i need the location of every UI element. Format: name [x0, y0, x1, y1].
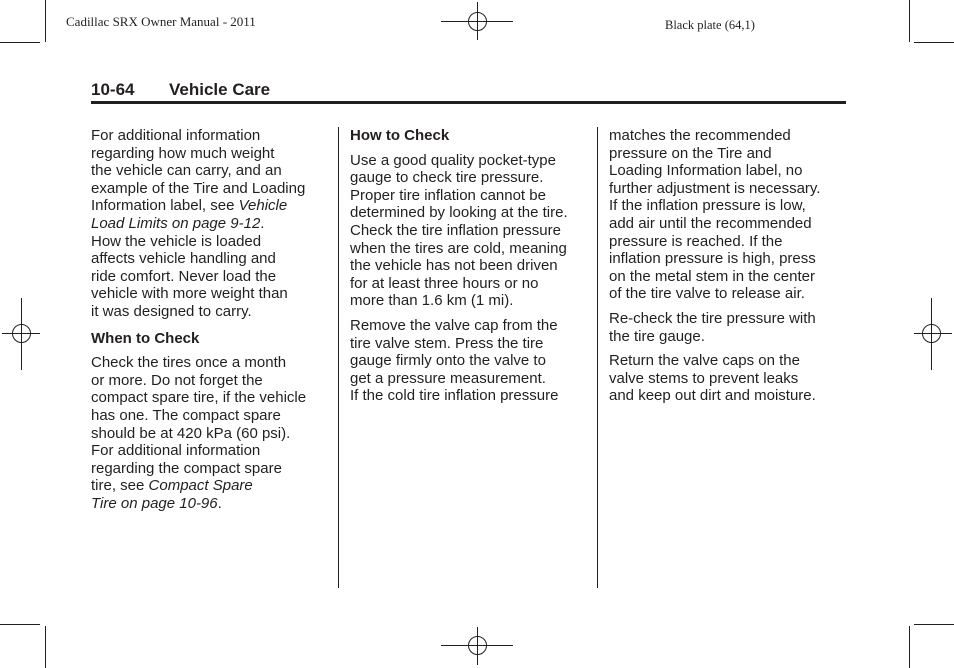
registration-mark-right [914, 298, 952, 370]
text-line: Check the tires once a month [91, 354, 287, 372]
plate-label: Black plate (64,1) [665, 18, 755, 32]
text-fragment: tire, see [91, 477, 149, 495]
text-line: For additional information [91, 127, 261, 144]
text-line: of the tire valve to release air. [609, 285, 805, 303]
text-line: Check the tire inflation pressure [350, 221, 561, 239]
text-line: more than 1.6 km (1 mi). [350, 292, 514, 310]
column-2 [350, 127, 590, 412]
text-fragment: Information label, see [91, 197, 239, 215]
text-line: add air until the recommended [609, 214, 812, 232]
cross-reference-link[interactable]: Tire on page 10-96 [91, 494, 218, 512]
column-3 [609, 127, 849, 412]
manual-title: Cadillac SRX Owner Manual - 2011 [66, 14, 256, 29]
text-line: and keep out dirt and moisture. [609, 387, 816, 405]
text-line: matches the recommended [609, 127, 791, 144]
text-line: further adjustment is necessary. [609, 179, 821, 197]
text-line: If the inflation pressure is low, [609, 197, 806, 215]
text-fragment: . [260, 214, 265, 232]
text-fragment: . [217, 494, 222, 512]
page-number: 10-64 [91, 80, 135, 99]
text-line: pressure is reached. If the [609, 232, 783, 250]
subheading-when-to-check: When to Check [91, 329, 200, 347]
paragraph-check-frequency [91, 354, 331, 512]
text-line: Remove the valve cap from the [350, 316, 558, 334]
column-divider-1 [338, 127, 339, 588]
text-line: or more. Do not forget the [91, 371, 263, 389]
text-line: compact spare tire, if the vehicle [91, 389, 307, 407]
text-line: How the vehicle is loaded [91, 232, 262, 250]
paragraph-adjust-pressure [609, 127, 849, 303]
paragraph-gauge-usage [350, 152, 590, 310]
text-line: valve stems to prevent leaks [609, 369, 799, 387]
text-line: has one. The compact spare [91, 406, 281, 424]
text-line: should be at 420 kPa (60 psi). [91, 424, 291, 442]
section-title: Vehicle Care [169, 80, 271, 99]
text-line: example of the Tire and Loading [91, 179, 306, 197]
paragraph-carry-capacity [91, 127, 331, 321]
text-line [91, 495, 331, 513]
text-line: Loading Information label, no [609, 162, 803, 180]
text-line [91, 215, 331, 233]
registration-mark-top [441, 2, 513, 40]
text-line: for at least three hours or no [350, 274, 539, 292]
text-line: the vehicle can carry, and an [91, 162, 282, 180]
text-line: it was designed to carry. [91, 302, 252, 320]
section-heading [91, 80, 270, 100]
cross-reference-link[interactable]: Compact Spare [148, 477, 253, 495]
text-line [91, 477, 331, 495]
text-line: vehicle with more weight than [91, 285, 288, 303]
heading-rule [91, 101, 846, 104]
text-line: gauge firmly onto the valve to [350, 352, 546, 370]
text-line: regarding how much weight [91, 144, 275, 162]
text-line: pressure on the Tire and [609, 144, 772, 162]
subheading-how-to-check: How to Check [350, 127, 450, 144]
cross-reference-link[interactable]: Load Limits on page 9-12 [91, 214, 261, 232]
text-line: inflation pressure is high, press [609, 250, 816, 268]
paragraph-valve-cap [350, 317, 590, 405]
text-line: affects vehicle handling and [91, 250, 276, 268]
text-line: the tire gauge. [609, 327, 705, 345]
text-line: Re-check the tire pressure with [609, 309, 816, 327]
text-line: ride comfort. Never load the [91, 267, 277, 285]
text-line: gauge to check tire pressure. [350, 169, 544, 187]
text-line: get a pressure measurement. [350, 369, 546, 387]
column-1 [91, 127, 331, 519]
text-line: If the cold tire inflation pressure [350, 387, 559, 405]
text-line [91, 197, 331, 215]
text-line: the vehicle has not been driven [350, 257, 558, 275]
text-line: Use a good quality pocket-type [350, 151, 556, 169]
text-line: on the metal stem in the center [609, 267, 815, 285]
cross-reference-link[interactable]: Vehicle [238, 197, 288, 215]
text-line: Return the valve caps on the [609, 352, 800, 370]
text-line: For additional information [91, 442, 261, 460]
text-line: regarding the compact spare [91, 459, 282, 477]
text-line: tire valve stem. Press the tire [350, 334, 544, 352]
paragraph-recheck [609, 310, 849, 345]
text-line: when the tires are cold, meaning [350, 239, 567, 257]
column-divider-2 [597, 127, 598, 588]
text-line: Proper tire inflation cannot be [350, 186, 546, 204]
paragraph-return-caps [609, 352, 849, 405]
registration-mark-left [2, 298, 40, 370]
registration-mark-bottom [441, 627, 513, 665]
text-line: determined by looking at the tire. [350, 204, 568, 222]
